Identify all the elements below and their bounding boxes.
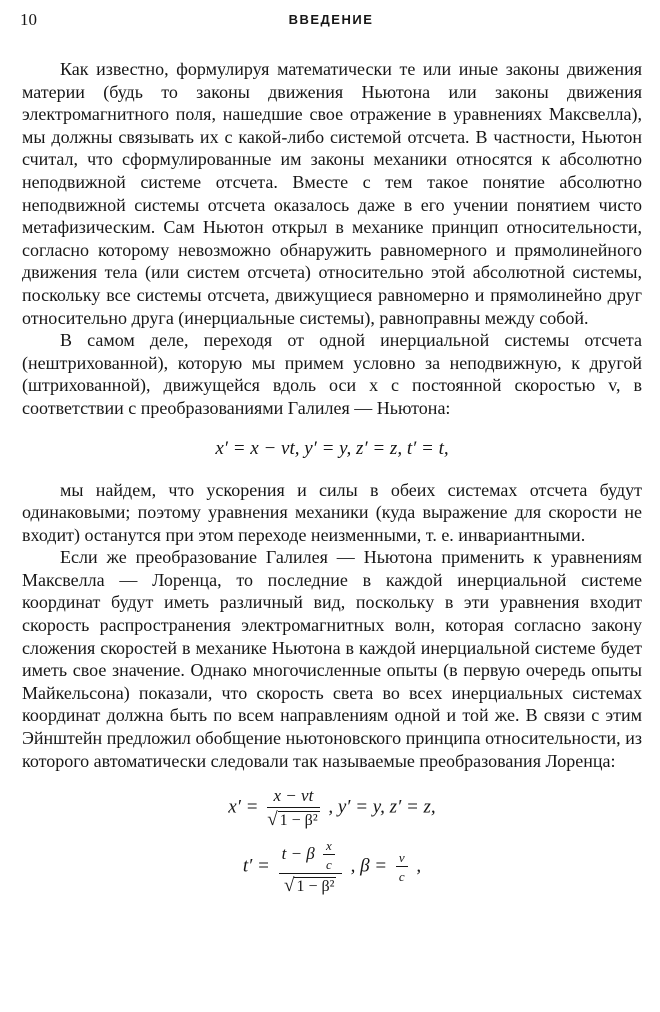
lorentz-transformation-x-formula	[22, 786, 642, 830]
beta-numerator: v	[396, 850, 408, 867]
running-head: ВВЕДЕНИЕ	[288, 12, 374, 27]
lorentz-x-lhs: x′ =	[228, 796, 259, 818]
page-body	[22, 58, 642, 896]
paragraph-invariance: мы найдем, что ускорения и силы в обеих системах отсчета будут одинаковыми; поэтому уравнения механики (куда выражение для скорости не входит) останутся при этом переходе неизменными, т. е. инвариантными.	[22, 479, 642, 545]
lorentz-t-radicand: 1 − β²	[296, 878, 335, 896]
page-header	[20, 10, 642, 34]
beta-lhs: , β =	[350, 855, 388, 877]
lorentz-x-numerator: x − vt	[267, 786, 319, 808]
lorentz-x-fraction	[267, 786, 319, 830]
lorentz-t-numerator	[279, 838, 342, 874]
x-over-c-denominator: c	[326, 857, 332, 873]
x-over-c-numerator: x	[323, 838, 335, 855]
x-over-c-fraction	[323, 838, 335, 872]
sqrt-icon: √	[267, 809, 278, 831]
paragraph-reference-frames: Как известно, формулируя математически те или иные законы движения материи (будь то законы движения Ньютона или законы движения электромагнитного поля, нашедшие свое отражение в уравнениях Максвелла), мы должны связывать их с какой-либо системой отсчета. В частности, Ньютон считал, что сформулированные им законы механики относятся к абсолютно неподвижной системе отсчета. Вместе с тем такое понятие абсолютно неподвижной системы отсчета оказалось даже в его учении понятием чисто метафизическим. Сам Ньютон открыл в механике принцип относительности, согласно которому невозможно обнаружить равномерного и прямолинейного движения тела (или систем отсчета) относительно этой абсолютной системы, поскольку все системы отсчета, движущиеся равномерно и прямолинейно друг относительно друга (инерциальные системы), равноправны между собой.	[22, 59, 642, 328]
paragraph-galileo-transform: В самом деле, переходя от одной инерциальной системы отсчета (нештрихованной), которую мы примем условно за неподвижную, к другой (штрихованной), движущейся вдоль оси x с постоянной скоростью v, в соответствии с преобразованиями Галилея — Ньютона:	[22, 330, 642, 418]
lorentz-x-rest: , y′ = y, z′ = z,	[328, 796, 436, 818]
beta-tail: ,	[416, 855, 422, 877]
lorentz-t-fraction	[279, 838, 342, 896]
lorentz-t-numerator-text: t − β	[281, 844, 315, 864]
beta-fraction	[396, 850, 408, 884]
lorentz-x-denominator	[267, 808, 319, 830]
page-number: 10	[20, 10, 37, 29]
beta-denominator: c	[398, 869, 405, 885]
paragraph-maxwell-lorentz: Если же преобразование Галилея — Ньютона применить к уравнениям Максвелла — Лоренца, то последние в каждой инерциальной системе координат будут иметь различный вид, поскольку в эти уравнения входит скорость распространения электромагнитных волн, которая согласно закону сложения скоростей в механике Ньютона в каждой инерциальной системе будет иметь свое значение. Однако многочисленные опыты (в первую очередь опыты Майкельсона) показали, что скорость света во всех инерциальных системах координат должна быть по всем направлениям одной и той же. В связи с этим Эйнштейн предложил обобщение ньютоновского принципа относительности, из которого автоматически следовали так называемые преобразования Лоренца:	[22, 547, 642, 771]
sqrt-icon: √	[284, 875, 295, 897]
galileo-transformation-formula: x′ = x − vt, y′ = y, z′ = z, t′ = t,	[215, 437, 449, 459]
lorentz-x-radicand: 1 − β²	[279, 812, 318, 830]
lorentz-t-denominator	[279, 874, 342, 896]
lorentz-t-lhs: t′ =	[242, 855, 270, 877]
lorentz-transformation-t-formula	[22, 838, 642, 896]
